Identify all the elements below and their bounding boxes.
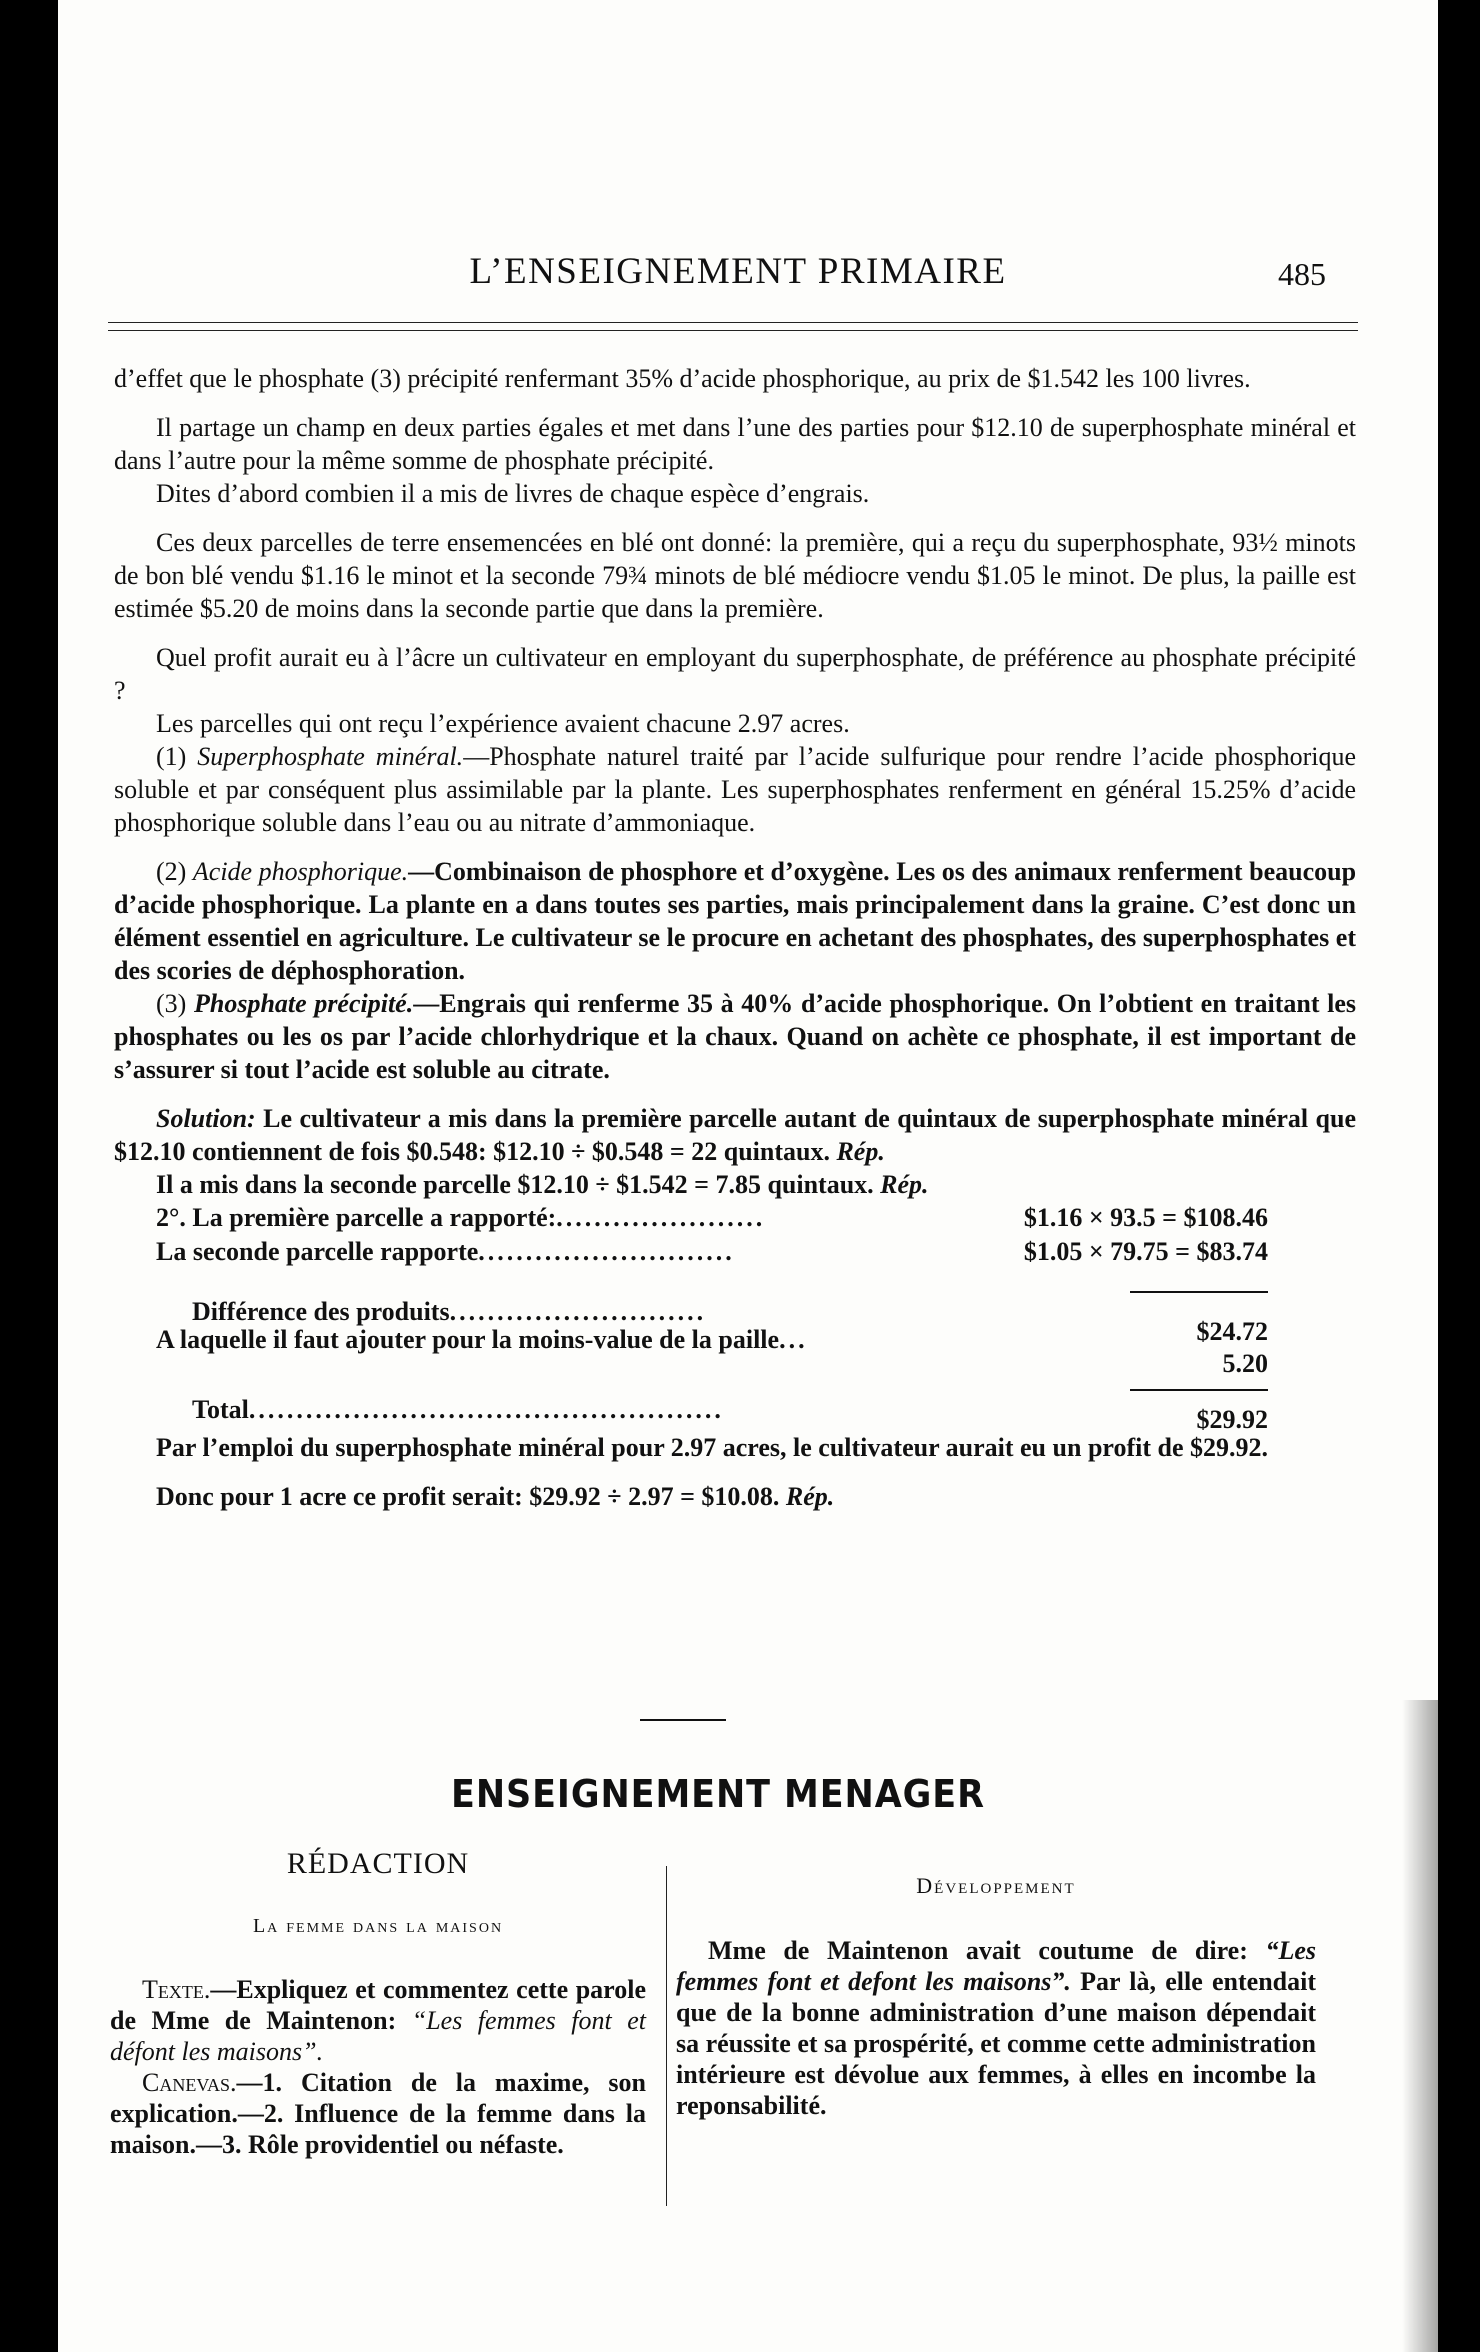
problem-paragraph: Il partage un champ en deux parties égales et met dans l’une des parties pour $12.10 de superphosphate minéral et dans l’autre pour la même somme de phosphate précipité. [114,413,1356,475]
canevas-label: Canevas. [142,2068,237,2097]
footnote-number: (2) [156,857,187,886]
sum-rule [1130,1291,1268,1293]
right-heading: Développement [916,1873,1076,1898]
problem-paragraph: d’effet que le phosphate (3) précipité renfermant 35% d’acide phosphorique, au prix de $1.542 les 100 livres. [114,364,1251,393]
calc-label: La seconde parcelle rapporte........................... [156,1237,735,1266]
section-title: ENSEIGNEMENT MENAGER [451,1772,985,1816]
problem-question: Quel profit aurait eu à l’âcre un cultivateur en employant du superphosphate, de préférence au phosphate précipité ? [114,643,1356,705]
developpement-paragraph [676,1935,1316,2121]
calc-value: $29.92 [1196,1405,1268,1434]
page-header [58,250,1438,310]
calc-label: 2°. La première parcelle a rapporté:...................... [156,1203,766,1232]
solution-rep: Rép. [836,1137,885,1166]
footnote-number: (1) [156,742,187,771]
footnote-number: (3) [156,989,187,1018]
left-subheading: La femme dans la maison [252,1915,504,1937]
section-separator [640,1719,726,1721]
page-number: 485 [1278,256,1326,292]
calc-row-spacer [114,1363,1356,1393]
canevas-text: —1. Citation de la maxime, son explication.—2. Influence de la femme dans la maison.—3. Rôle providentiel ou néfaste. [110,2068,646,2159]
page [58,0,1438,2352]
right-column [676,1870,1316,2121]
canevas-paragraph [110,2067,646,2160]
footnote-text: —Phosphate naturel traité par l’acide sulfurique pour rendre l’acide phosphorique soluble et par conséquent plus assimilable par la plante. Les superphosphates renferment en général 15.25% d’acide phosphorique soluble dans l’eau ou au nitrate d’ammoniaque. [114,742,1356,837]
developpement-text: Par là, elle entendait que de la bonne administration d’une maison dépendait sa réussite et sa prospérité, et comme cette administration intérieure est dévolue aux femmes, à elles en incombe la reponsabilité. [676,1967,1316,2120]
footnote [114,855,1356,987]
footnote-term: Acide phosphorique. [192,857,409,886]
calc-row [114,1393,1356,1434]
conclusion-text: Par l’emploi du superphosphate minéral pour 2.97 acres, le cultivateur aurait eu un profit de $29.92. [156,1433,1269,1462]
texte-quote: “Les femmes font et défont les maisons”. [110,2006,646,2066]
texte-label: Texte. [142,1975,211,2004]
calc-label: Différence des produits........................... [192,1297,707,1326]
calc-value: $1.05 × 79.75 = $83.74 [1023,1237,1268,1266]
calc-label: A laquelle il faut ajouter pour la moins-value de la paille... [156,1325,808,1354]
texte-paragraph [110,1974,646,2067]
column-divider [666,1866,667,2206]
conclusion-line: Donc pour 1 acre ce profit serait: $29.92 ÷ 2.97 = $10.08. [156,1482,780,1511]
solution-label: Solution: [156,1104,256,1133]
problem-paragraph: Dites d’abord combien il a mis de livres de chaque espèce d’engrais. [156,479,870,508]
running-title: L’ENSEIGNEMENT PRIMAIRE [469,251,1007,292]
solution-line: Le cultivateur a mis dans la première parcelle autant de quintaux de superphosphate minéral que $12.10 contiennent de fois $0.548: $12.10 ÷ $0.548 = 22 quintaux. [114,1104,1357,1166]
header-rule-bottom [108,330,1358,331]
calc-value: 5.20 [1222,1349,1268,1378]
developpement-quote: “Les femmes font et defont les maisons”. [676,1936,1317,1996]
footnote-term: Phosphate précipité. [193,989,414,1018]
solution-text [114,1102,1356,1168]
sum-rule [1130,1389,1268,1391]
developpement-intro: Mme de Maintenon avait coutume de dire: [708,1936,1248,1965]
solution-text [114,1168,1356,1201]
calc-row [114,1201,1356,1235]
footnote-text: —Combinaison de phosphore et d’oxygène. Les os des animaux renferment beaucoup d’acide phosphorique. La plante en a dans toutes ses parties, mais principalement dans la graine. C’est donc un élément essentiel en agriculture. Le cultivateur se le procure en achetant des phosphates, des superphosphates et des scories de déphosphoration. [114,857,1357,985]
problem-paragraph: Les parcelles qui ont reçu l’expérience avaient chacune 2.97 acres. [156,709,850,738]
footnote [114,740,1356,839]
page-edge-shadow [1402,1700,1438,2352]
left-heading: RÉDACTION [286,1847,470,1880]
calc-value: $1.16 × 93.5 = $108.46 [1023,1203,1268,1232]
calc-row-spacer [114,1269,1356,1295]
texte-text: —Expliquez et commentez cette parole de Mme de Maintenon: [110,1975,646,2035]
footnote [114,987,1356,1086]
left-column [110,1848,646,2160]
footnote-term: Superphosphate minéral. [197,742,464,771]
main-text [114,362,1356,1513]
calc-row [114,1317,1356,1378]
footnote-text: —Engrais qui renferme 35 à 40% d’acide phosphorique. On l’obtient en traitant les phosphates ou les os par l’acide chlorhydrique et la chaux. Quand on achète ce phosphate, il est important de s’assurer si tout l’acide est soluble au citrate. [114,989,1357,1084]
calc-value: $24.72 [1196,1317,1268,1346]
solution-rep: Rép. [880,1170,929,1199]
solution-line: Il a mis dans la seconde parcelle $12.10 ÷ $1.542 = 7.85 quintaux. [156,1170,874,1199]
calc-label: Total.................................................. [192,1395,724,1424]
calc-row [114,1235,1356,1269]
conclusion-rep: Rép. [785,1482,835,1511]
header-rule-top [108,322,1358,323]
conclusion-text [114,1480,1356,1513]
problem-paragraph: Ces deux parcelles de terre ensemencées en blé ont donné: la première, qui a reçu du superphosphate, 93½ minots de bon blé vendu $1.16 le minot et la seconde 79¾ minots de blé médiocre vendu $1.05 le minot. De plus, la paille est estimée $5.20 de moins dans la seconde partie que dans la première. [114,528,1356,623]
